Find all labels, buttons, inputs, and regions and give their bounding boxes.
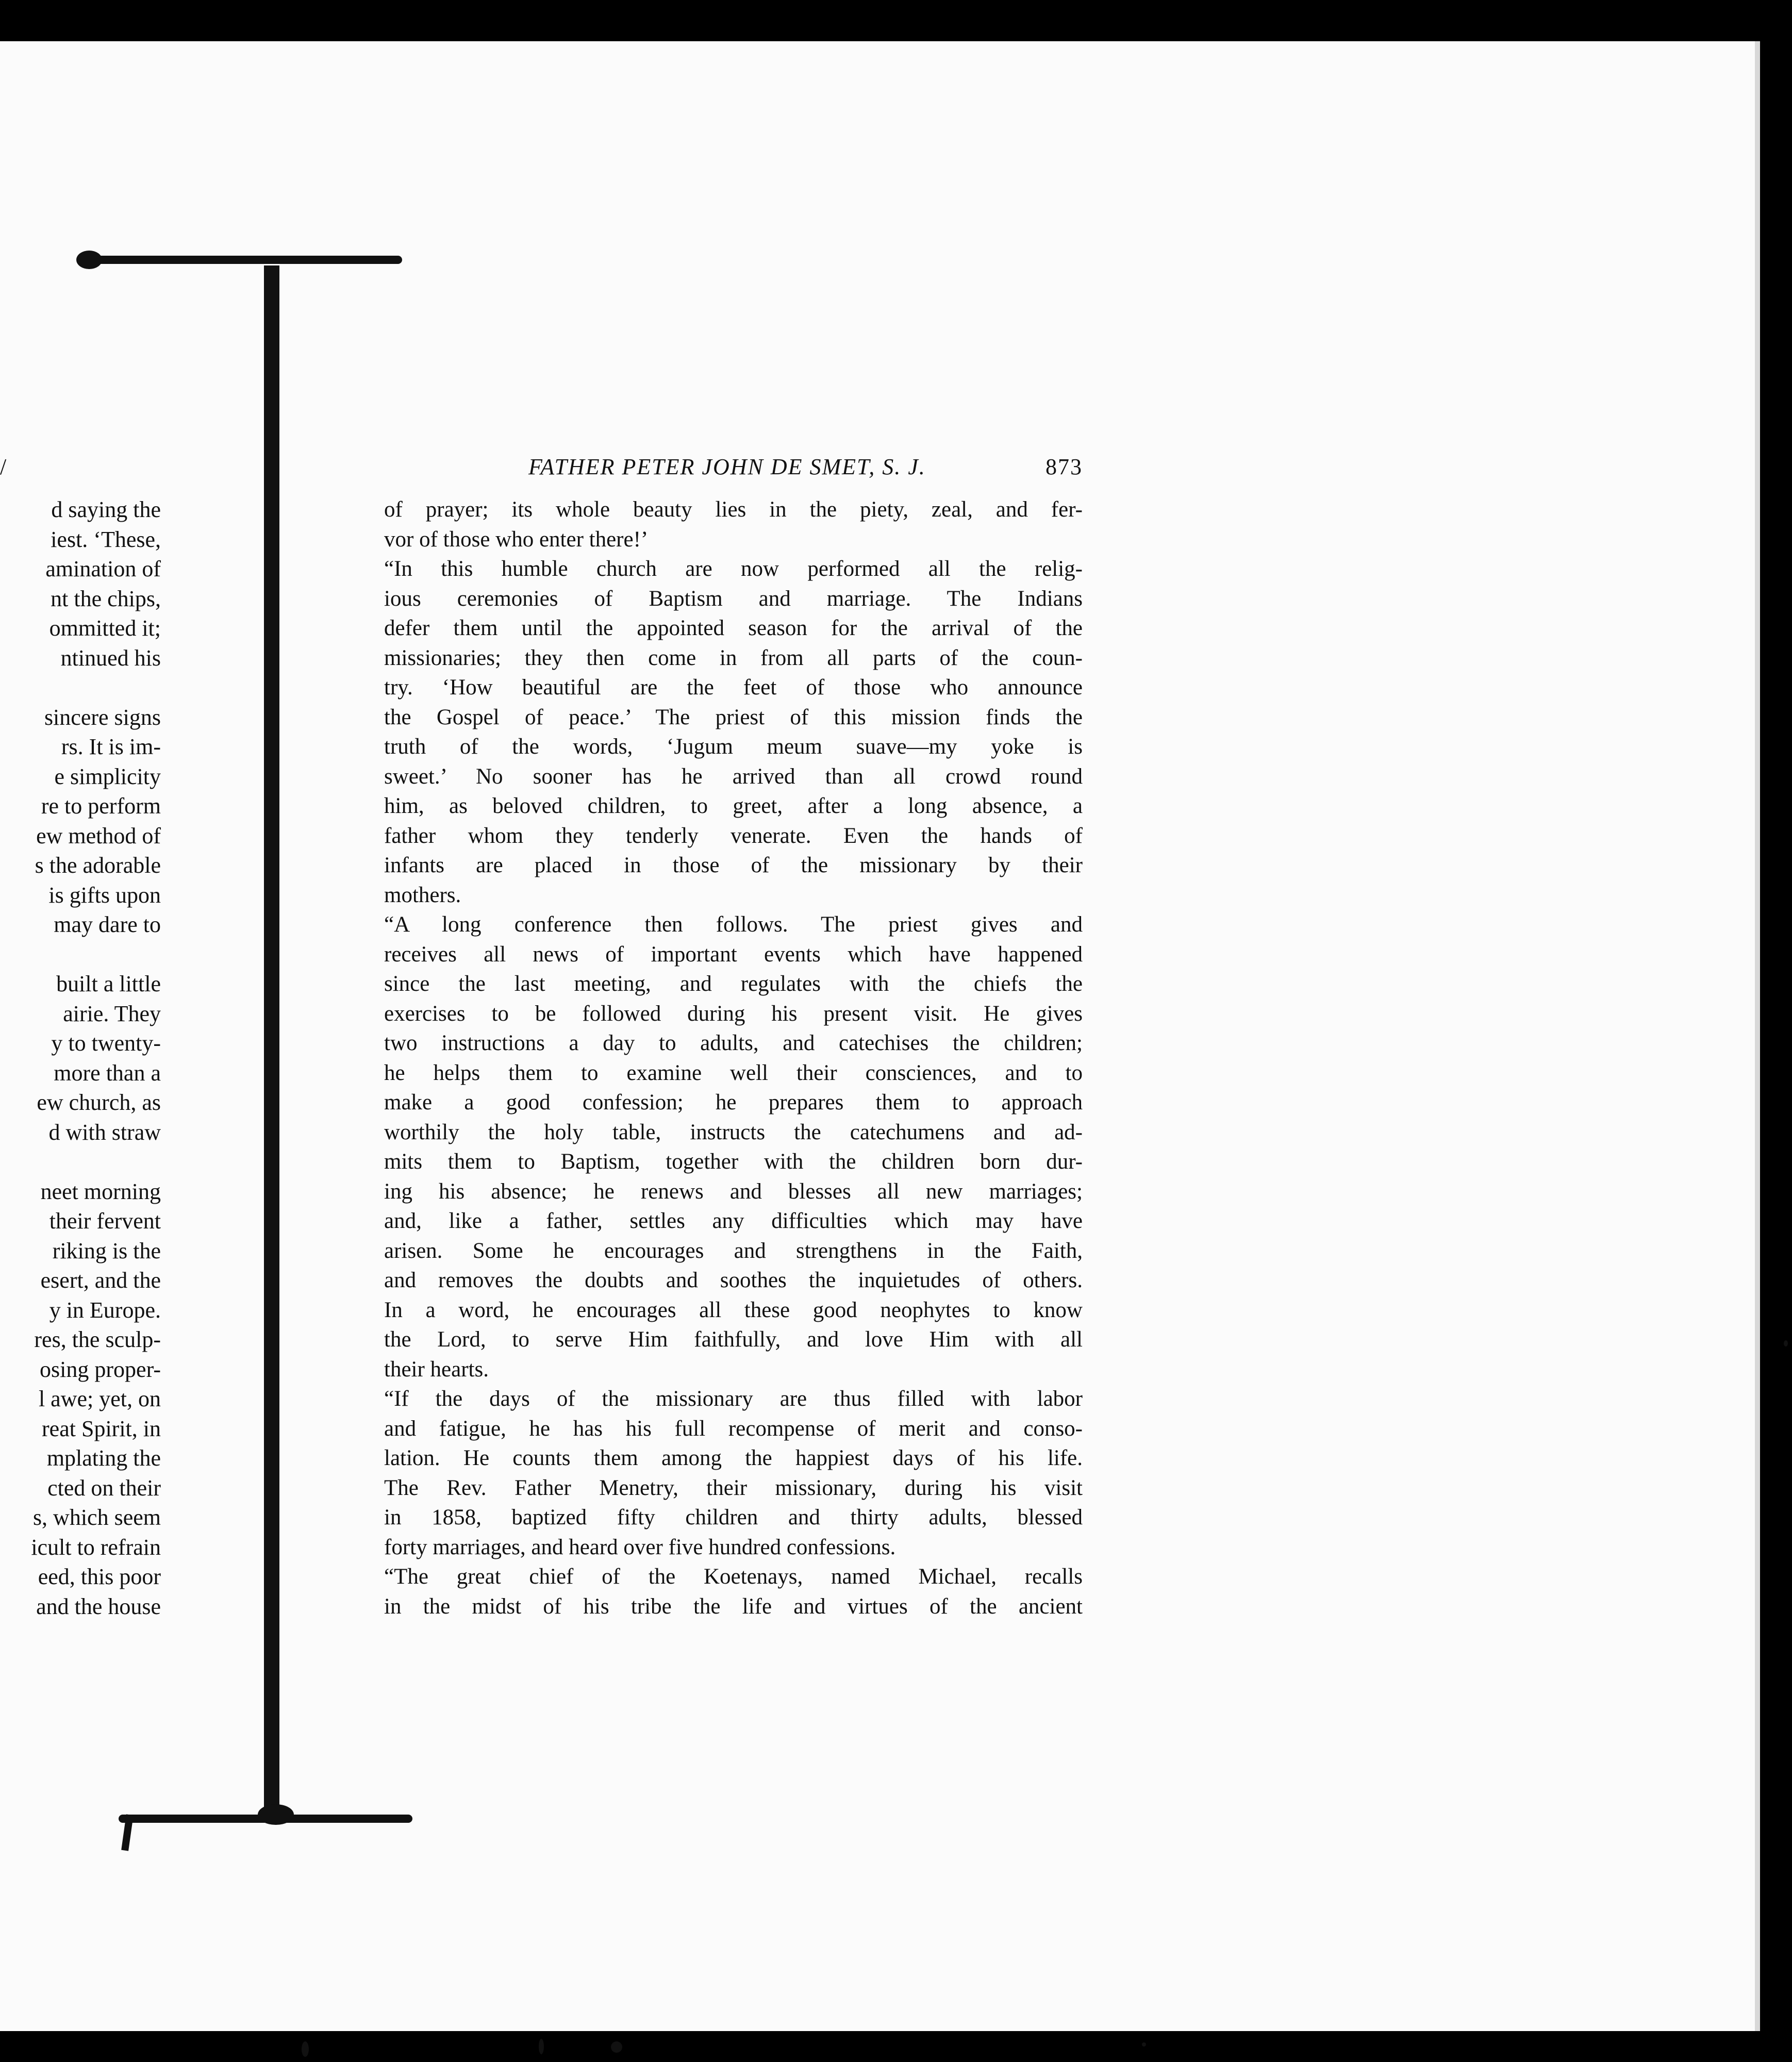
facing-page-line: nt the chips, [51, 586, 161, 611]
facing-page-line: may dare to [54, 912, 161, 937]
body-text [384, 495, 1083, 1621]
body-line: lation. He counts them among the happiest days of his life. [384, 1446, 1083, 1470]
body-line: mits them to Baptism, together with the children born dur- [384, 1150, 1083, 1174]
body-line: and removes the doubts and soothes the inquietudes of others. [384, 1268, 1083, 1292]
body-line: make a good confession; he prepares them to approach [384, 1090, 1083, 1115]
body-line: “In this humble church are now performed all the relig- [384, 557, 1083, 581]
facing-page-line: cted on their [47, 1475, 161, 1501]
facing-page-line: s, which seem [32, 1505, 161, 1530]
scan-speck [1784, 1340, 1788, 1346]
body-line: him, as beloved children, to greet, after a long absence, a [384, 794, 1083, 818]
body-line: and fatigue, he has his full recompense of merit and conso- [384, 1416, 1083, 1441]
facing-page-line: ommitted it; [49, 616, 161, 641]
body-line: exercises to be followed during his present visit. He gives [384, 1001, 1083, 1026]
body-line: In a word, he encourages all these good neophytes to know [384, 1298, 1083, 1322]
body-line: infants are placed in those of the missionary by their [384, 853, 1083, 877]
body-line: ing his absence; he renews and blesses all new marriages; [384, 1179, 1083, 1204]
facing-page-line: re to perform [41, 793, 161, 819]
facing-page-line: sincere signs [44, 704, 161, 730]
facing-page-line: l awe; yet, on [38, 1386, 161, 1411]
body-line: in the midst of his tribe the life and virtues of the ancient [384, 1594, 1083, 1619]
facing-page-line: y to twenty- [51, 1030, 161, 1056]
body-line: “If the days of the missionary are thus filled with labor [384, 1387, 1083, 1411]
scan-speck [539, 2039, 544, 2054]
body-line: in 1858, baptized fifty children and thirty adults, blessed [384, 1505, 1083, 1529]
facing-page-line: is gifts upon [48, 882, 161, 908]
binding-clip-bar [264, 265, 279, 1817]
body-line: the Lord, to serve Him faithfully, and love Him with all [384, 1327, 1083, 1352]
facing-page-line: esert, and the [40, 1268, 161, 1293]
facing-page-line: built a little [56, 971, 161, 996]
body-line: truth of the words, ‘Jugum meum suave—my yoke is [384, 735, 1083, 759]
body-line: the Gospel of peace.’ The priest of this mission finds the [384, 705, 1083, 729]
binding-clip-bottom-knob [258, 1804, 294, 1825]
body-line: forty marriages, and heard over five hundred confessions. [384, 1535, 896, 1559]
facing-page-line: and the house [36, 1593, 161, 1619]
facing-page-line [0, 1147, 161, 1177]
facing-page-line: osing proper- [40, 1356, 161, 1382]
body-line: arisen. Some he encourages and strengthens in the Faith, [384, 1238, 1083, 1263]
facing-page-line: reat Spirit, in [42, 1416, 161, 1441]
facing-page-line: airie. They [63, 1001, 161, 1026]
scan-speck [302, 2041, 309, 2057]
body-line: ious ceremonies of Baptism and marriage. The Indians [384, 586, 1083, 611]
body-line: and, like a father, settles any difficulties which may have [384, 1209, 1083, 1233]
facing-page-line [0, 940, 161, 970]
page-content [384, 448, 1083, 1621]
facing-page-line: s the adorable [35, 853, 161, 878]
facing-page-line: ntinued his [60, 645, 161, 671]
scan-speck [1142, 2042, 1146, 2047]
facing-page-line: y in Europe. [49, 1297, 161, 1323]
running-head-title: FATHER PETER JOHN DE SMET, S. J. [528, 454, 926, 479]
facing-page-line: icult to refrain [31, 1534, 161, 1560]
facing-page-line: riking is the [52, 1238, 161, 1263]
page-number: 873 [1046, 454, 1083, 479]
body-line: mothers. [384, 883, 461, 907]
body-line: since the last meeting, and regulates with the chiefs the [384, 972, 1083, 996]
binding-clip-top [77, 256, 402, 264]
body-line: The Rev. Father Menetry, their missionary, during his visit [384, 1475, 1083, 1500]
body-line: their hearts. [384, 1357, 489, 1382]
facing-page-line: iest. ‘These, [51, 526, 161, 552]
facing-page-text [0, 495, 161, 1621]
facing-page-line: ew method of [36, 823, 161, 849]
facing-page-line: more than a [54, 1060, 161, 1086]
body-line: defer them until the appointed season for the arrival of the [384, 616, 1083, 640]
body-line: “A long conference then follows. The priest gives and [384, 912, 1083, 937]
facing-page-fragment [0, 0, 278, 2062]
facing-page-line: d with straw [48, 1119, 161, 1145]
body-line: father whom they tenderly venerate. Even the hands of [384, 823, 1083, 848]
facing-page-line: their fervent [49, 1208, 161, 1234]
body-line: sweet.’ No sooner has he arrived than all crowd round [384, 764, 1083, 789]
facing-page-line: neet morning [40, 1178, 161, 1204]
body-line: two instructions a day to adults, and catechises the children; [384, 1031, 1083, 1055]
facing-page-line: mplating the [46, 1445, 161, 1471]
body-line: worthily the holy table, instructs the catechumens and ad- [384, 1120, 1083, 1144]
facing-page-header-fragment: / [0, 454, 7, 479]
facing-page-line: e simplicity [54, 763, 161, 789]
running-head [384, 448, 1083, 495]
body-line: vor of those who enter there!’ [384, 527, 649, 552]
page-edge [1755, 41, 1760, 2031]
facing-page-line [0, 673, 161, 703]
scan-speck [611, 2041, 622, 2053]
body-line: missionaries; they then come in from all parts of the coun- [384, 645, 1083, 670]
facing-page-line: ew church, as [37, 1090, 161, 1115]
facing-page-line: eed, this poor [38, 1564, 161, 1589]
facing-page-line: d saying the [51, 497, 161, 522]
body-line: receives all news of important events which have happened [384, 942, 1083, 967]
facing-page-line: amination of [45, 556, 161, 581]
body-line: “The great chief of the Koetenays, named Michael, recalls [384, 1565, 1083, 1589]
facing-page-line: rs. It is im- [61, 734, 161, 759]
body-line: try. ‘How beautiful are the feet of those who announce [384, 675, 1083, 700]
body-line: of prayer; its whole beauty lies in the piety, zeal, and fer- [384, 497, 1083, 522]
body-line: he helps them to examine well their consciences, and to [384, 1060, 1083, 1085]
facing-page-line: res, the sculp- [34, 1327, 161, 1352]
